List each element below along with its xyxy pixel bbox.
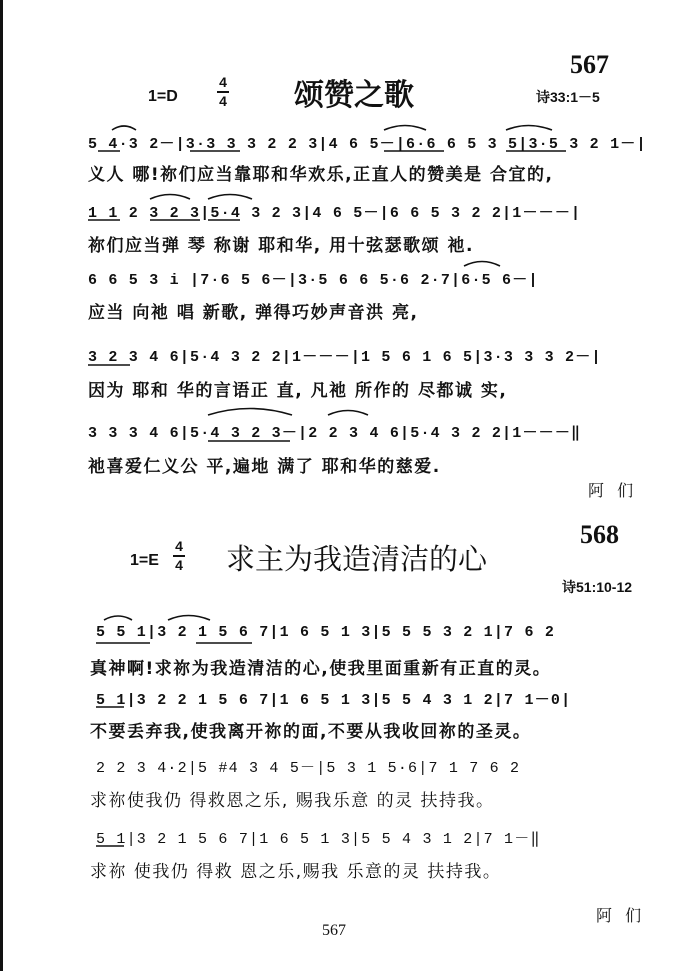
hymn2-lyrics-row-2: 不要丢弃我,使我离开祢的面,不要从我收回祢的圣灵。 (90, 722, 532, 742)
hymn1-lyrics-row-1: 义人 哪!祢们应当靠耶和华欢乐,正直人的赞美是 合宜的, (88, 165, 554, 185)
hymn1-lyrics-row-3: 应当 向祂 唱 新歌, 弹得巧妙声音洪 亮, (88, 303, 419, 323)
slur-mark (168, 616, 210, 621)
hymn2-notes-row-2: 5 1|3 2 2 1 5 6 7|1 6 5 1 3|5 5 4 3 1 2|7 1－0| (96, 692, 572, 709)
hymn2-scripture-ref: 诗51:10-12 (562, 579, 633, 595)
hymn1-key: 1=D (148, 88, 178, 105)
hymn2-amen: 阿 们 (596, 906, 646, 925)
hymn1-title: 颂赞之歌 (294, 78, 414, 113)
hymn1-scripture-ref: 诗33:1－5 (536, 89, 600, 105)
hymn1-lyrics-row-5: 祂喜爱仁义公 平,遍地 满了 耶和华的慈爱. (88, 457, 441, 477)
slur-mark (208, 409, 292, 416)
hymn1-notes-row-2: 1 1 2 3 2 3|5·4 3 2 3|4 6 5－|6 6 5 3 2 2|1－－－| (88, 205, 582, 222)
slur-mark (384, 126, 426, 131)
hymn2-time-bottom: 4 (175, 557, 183, 573)
hymn2-notes-row-1: 5 5 1|3 2 1 5 6 7|1 6 5 1 3|5 5 5 3 2 1|7 6 2 (96, 624, 556, 641)
hymn2-lyrics-row-1: 真神啊!求祢为我造清洁的心,使我里面重新有正直的灵。 (90, 659, 552, 679)
hymn1-number: 567 (570, 50, 609, 79)
hymn1-time-top: 4 (219, 74, 227, 90)
slur-mark (104, 616, 132, 620)
hymn1-notes-row-5: 3 3 3 4 6|5·4 3 2 3－|2 2 3 4 6|5·4 3 2 2|1－－－‖ (88, 425, 582, 442)
hymn2-lyrics-row-3: 求祢使我仍 得救恩之乐, 赐我乐意 的灵 扶持我。 (90, 791, 495, 811)
slur-mark (112, 126, 136, 130)
hymn1-time-bottom: 4 (219, 93, 227, 109)
page-number: 567 (322, 922, 346, 939)
hymn2-key: 1=E (130, 552, 159, 569)
slur-mark (328, 411, 368, 416)
hymn1-notes-row-3: 6 6 5 3 i |7·6 5 6－|3·5 6 6 5·6 2·7|6·5 6－| (88, 272, 539, 289)
hymn2-notes-row-3: 2 2 3 4·2|5 #4 3 4 5－|5 3 1 5·6|7 1 7 6 2 (96, 760, 521, 777)
hymn1-lyrics-row-2: 祢们应当弹 琴 称谢 耶和华, 用十弦瑟歌颂 祂. (88, 236, 475, 256)
hymn2-lyrics-row-4: 求祢 使我仍 得救 恩之乐,赐我 乐意的灵 扶持我。 (90, 862, 502, 882)
slur-mark (506, 126, 552, 131)
hymn1-notes-row-1: 5 4·3 2－|3·3 3 3 2 2 3|4 6 5－|6·6 6 5 3 5|3·5 3 2 1－| (88, 136, 647, 153)
slur-mark (208, 195, 252, 200)
hymn1-lyrics-row-4: 因为 耶和 华的言语正 直, 凡祂 所作的 尽都诚 实, (88, 381, 508, 401)
slur-mark (150, 195, 190, 200)
hymn1-amen: 阿 们 (588, 481, 638, 500)
hymn2-title: 求主为我造清洁的心 (226, 542, 488, 576)
slur-mark (464, 262, 500, 267)
hymn2-notes-row-4: 5 1|3 2 1 5 6 7|1 6 5 1 3|5 5 4 3 1 2|7 1－‖ (96, 831, 541, 848)
hymn1-notes-row-4: 3 2 3 4 6|5·4 3 2 2|1－－－|1 5 6 1 6 5|3·3 3 3 2－| (88, 349, 602, 366)
hymn2-time-top: 4 (175, 538, 183, 554)
hymn2-number: 568 (580, 520, 619, 549)
